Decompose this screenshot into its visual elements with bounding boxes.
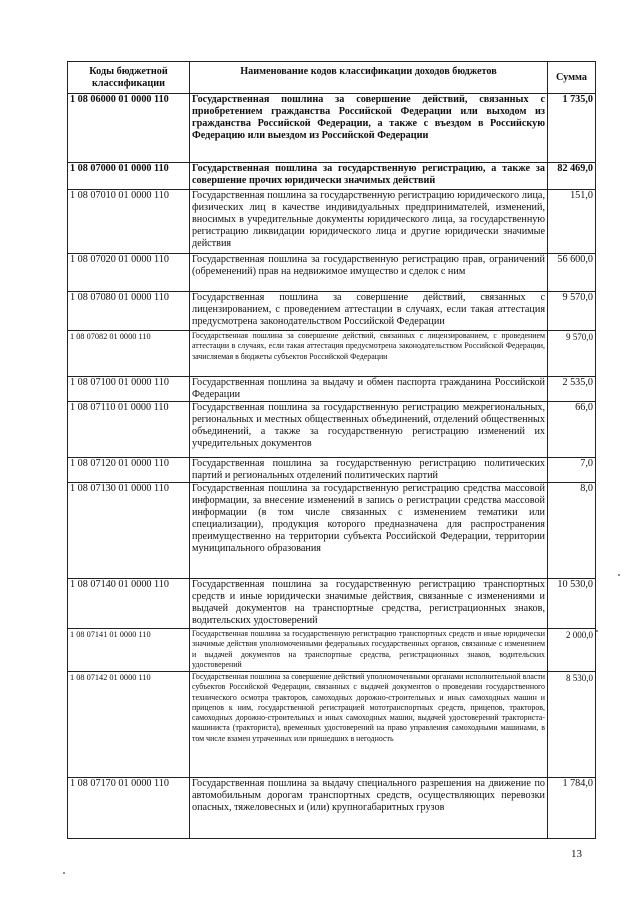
table-body [68, 94, 596, 839]
table-row [68, 94, 596, 163]
amount-cell: 7,0 [548, 458, 596, 483]
budget-code-cell: 1 08 07170 01 0000 110 [68, 778, 190, 839]
table-row [68, 778, 596, 839]
budget-code-cell: 1 08 06000 01 0000 110 [68, 94, 190, 163]
revenue-name-cell: Государственная пошлина за государственную регистрацию межрегиональных, региональных и местных общественных объединений, отделений общественных объединений, а также за государственную регистрацию изменений их учредительных документов [190, 402, 548, 458]
budget-code-cell: 1 08 07110 01 0000 110 [68, 402, 190, 458]
scan-speck [596, 630, 598, 632]
table-row [68, 402, 596, 458]
budget-code-cell: 1 08 07120 01 0000 110 [68, 458, 190, 483]
budget-code-cell: 1 08 07082 01 0000 110 [68, 331, 190, 377]
scan-speck [63, 872, 65, 874]
revenue-name-cell: Государственная пошлина за выдачу и обмен паспорта гражданина Российской Федерации [190, 377, 548, 402]
budget-code-cell: 1 08 07000 01 0000 110 [68, 163, 190, 190]
budget-code-cell: 1 08 07130 01 0000 110 [68, 483, 190, 579]
budget-code-cell: 1 08 07100 01 0000 110 [68, 377, 190, 402]
table-row [68, 377, 596, 402]
table-row [68, 163, 596, 190]
revenue-name-cell: Государственная пошлина за государственную регистрацию средства массовой информации, за внесение изменений в запись о регистрации средства массовой информации (в том числе связанных с изменением тематики или специализации), продукция которого предназначена для распространения преимущественно на территории субъекта Российской Федерации, территории муниципального образования [190, 483, 548, 579]
table-row [68, 629, 596, 672]
table-row [68, 579, 596, 629]
budget-code-cell: 1 08 07020 01 0000 110 [68, 254, 190, 292]
amount-cell: 9 570,0 [548, 292, 596, 331]
table-row [68, 458, 596, 483]
revenue-name-cell: Государственная пошлина за государственную регистрацию, а также за совершение прочих юридически значимых действий [190, 163, 548, 190]
amount-cell: 9 570,0 [548, 331, 596, 377]
page-number: 13 [571, 848, 582, 860]
budget-code-cell: 1 08 07142 01 0000 110 [68, 672, 190, 778]
budget-code-cell: 1 08 07141 01 0000 110 [68, 629, 190, 672]
table-row [68, 190, 596, 254]
table-row [68, 331, 596, 377]
revenue-name-cell: Государственная пошлина за совершение действий, связанных с лицензированием, с проведением аттестации в случаях, если такая аттестация предусмотрена законодательством Российской Федерации [190, 292, 548, 331]
amount-cell: 10 530,0 [548, 579, 596, 629]
revenue-name-cell: Государственная пошлина за государственную регистрацию прав, ограничений (обременений) прав на недвижимое имущество и сделок с ним [190, 254, 548, 292]
amount-cell: 151,0 [548, 190, 596, 254]
amount-cell: 56 600,0 [548, 254, 596, 292]
amount-cell: 8 530,0 [548, 672, 596, 778]
revenue-name-cell: Государственная пошлина за выдачу специального разрешения на движение по автомобильным дорогам транспортных средств, осуществляющих перевозки опасных, тяжеловесных и (или) крупногабаритных грузов [190, 778, 548, 839]
table-row [68, 254, 596, 292]
budget-code-cell: 1 08 07010 01 0000 110 [68, 190, 190, 254]
amount-cell: 66,0 [548, 402, 596, 458]
amount-cell: 8,0 [548, 483, 596, 579]
amount-cell: 82 469,0 [548, 163, 596, 190]
amount-cell: 2 535,0 [548, 377, 596, 402]
header-name: Наименование кодов классификации доходов бюджетов [190, 62, 548, 94]
header-codes: Коды бюджетной классификации [68, 62, 190, 94]
table-row [68, 292, 596, 331]
revenue-name-cell: Государственная пошлина за государственную регистрацию политических партий и региональных отделений политических партий [190, 458, 548, 483]
revenue-name-cell: Государственная пошлина за государственную регистрацию юридического лица, физических лиц в качестве индивидуальных предпринимателей, изменений, вносимых в учредительные документы юридического лица, за государственную регистрацию ликвидации юридического лица и другие юридически значимые действия [190, 190, 548, 254]
amount-cell: 1 735,0 [548, 94, 596, 163]
revenue-name-cell: Государственная пошлина за совершение действий, связанных с лицензированием, с проведением аттестации в случаях, если такая аттестация предусмотрена законодательством Российской Федерации, зачисляемая в бюджеты субъектов Российской Федерации [190, 331, 548, 377]
revenue-name-cell: Государственная пошлина за совершение действий, связанных с приобретением гражданства Российской Федерации или выходом из гражданства Российской Федерации, а также с въездом в Российскую Федерацию или выездом из Российской Федерации [190, 94, 548, 163]
table-row [68, 483, 596, 579]
table-row [68, 672, 596, 778]
budget-revenue-table [67, 61, 596, 839]
scan-speck [618, 574, 620, 576]
revenue-name-cell: Государственная пошлина за государственную регистрацию транспортных средств и иные юридически значимые действия, связанные с изменениями и выдачей документов на транспортные средства, регистрационных знаков, водительских удостоверений [190, 579, 548, 629]
amount-cell: 1 784,0 [548, 778, 596, 839]
budget-code-cell: 1 08 07080 01 0000 110 [68, 292, 190, 331]
revenue-name-cell: Государственная пошлина за государственную регистрацию транспортных средств и иные юридически значимые действия уполномоченными федеральных государственных органов, связанные с изменением и выдачей документов на транспортные средства, регистрационных знаков, водительских удостоверений [190, 629, 548, 672]
amount-cell: 2 000,0 [548, 629, 596, 672]
revenue-name-cell: Государственная пошлина за совершение действий уполномоченными органами исполнительной власти субъектов Российской Федерации, связанных с выдачей документов о проведении государственного технического осмотра тракторов, самоходных дорожно-строительных и иных самоходных машин и прицепов к ним, государственной регистрацией мототранспортных средств, прицепов, тракторов, самоходных дорожно-строительных и иных самоходных машин, выдачей удостоверений тракториста-машиниста (тракториста), временных удостоверений на право управления самоходными машинами, в том числе взамен утраченных или пришедших в негодность [190, 672, 548, 778]
table-header-row [68, 62, 596, 94]
header-sum: Сумма [548, 62, 596, 94]
budget-code-cell: 1 08 07140 01 0000 110 [68, 579, 190, 629]
